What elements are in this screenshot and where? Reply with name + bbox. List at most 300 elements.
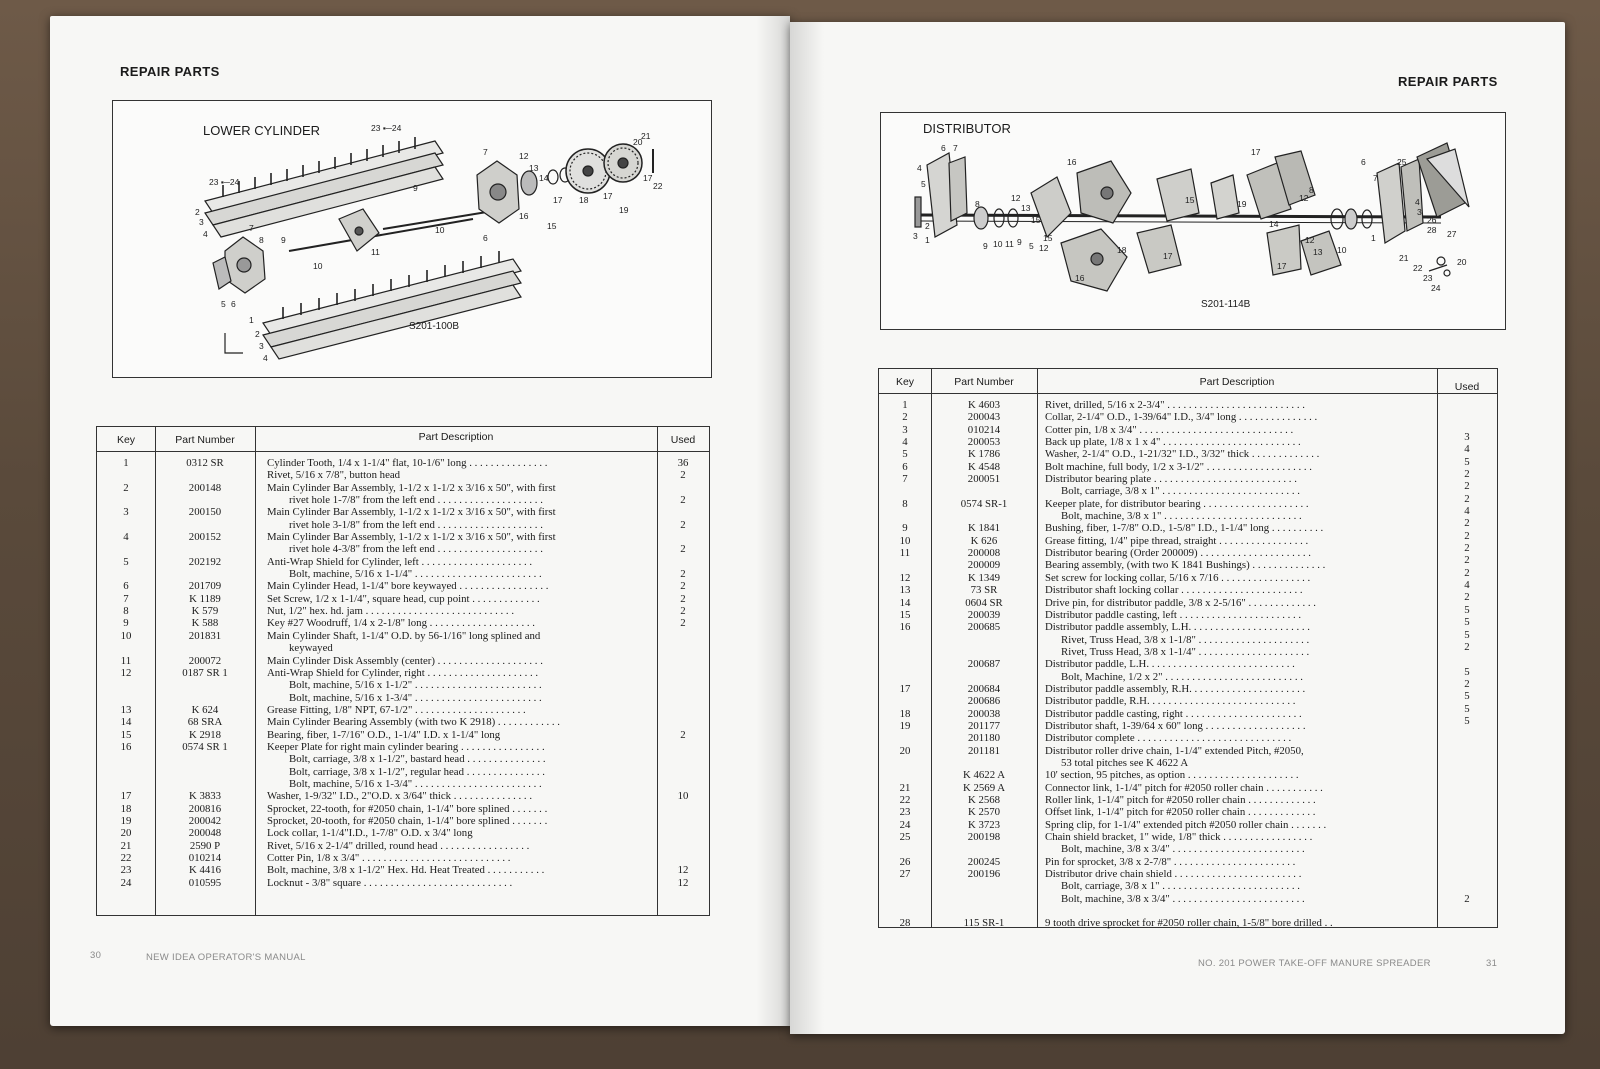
table-row xyxy=(879,843,1497,855)
row-key: 20 xyxy=(899,744,911,757)
used-value: 4 xyxy=(1464,443,1470,456)
row-description: Roller link, 1-1/4" pitch for #2050 roller chain . . . . . . . . . . . . . xyxy=(1045,794,1316,806)
row-description: Bolt, machine, 3/8 x 3/4" . . . . . . . . . . . . . . . . . . . . . . . . . xyxy=(1061,892,1305,905)
table-row xyxy=(879,708,1497,720)
row-key: 20 xyxy=(120,827,132,840)
svg-text:28: 28 xyxy=(1427,225,1437,235)
row-key xyxy=(97,766,155,778)
row-used xyxy=(657,655,709,667)
row-key: 27 xyxy=(899,868,911,881)
row-description: Distributor complete . . . . . . . . . . . . . . . . . . . . . . . . . . . . . xyxy=(1045,732,1292,745)
svg-text:16: 16 xyxy=(1075,273,1085,283)
row-part-number: K 1786 xyxy=(967,448,1001,461)
svg-text:6: 6 xyxy=(483,233,488,243)
row-part-number xyxy=(155,568,255,580)
row-part-number: K 626 xyxy=(970,534,998,547)
distributor-diagram xyxy=(881,113,1505,329)
row-key: 10 xyxy=(899,534,911,547)
svg-text:13: 13 xyxy=(529,163,539,173)
row-used xyxy=(657,482,709,494)
row-description: Lock collar, 1-1/4"I.D., 1-7/8" O.D. x 3/4" long xyxy=(267,827,473,840)
footer-title: NO. 201 POWER TAKE-OFF MANURE SPREADER xyxy=(1198,958,1431,969)
row-description: Main Cylinder Head, 1-1/4" bore keywayed . . . . . . . . . . . . . . . . . xyxy=(267,580,549,593)
row-description: Main Cylinder Bearing Assembly (with two K 2918) . . . . . . . . . . . . xyxy=(267,716,560,729)
row-key: 17 xyxy=(899,682,911,695)
svg-text:6: 6 xyxy=(231,299,236,309)
svg-text:24: 24 xyxy=(1431,283,1441,293)
table-row xyxy=(97,667,709,679)
row-key: 10 xyxy=(120,629,132,642)
row-description: Distributor paddle, R.H. . . . . . . . . . . . . . . . . . . . . . . . . . . . xyxy=(1045,695,1296,708)
row-part-number: K 588 xyxy=(191,617,219,630)
row-part-number: 200053 xyxy=(967,436,1001,449)
table-row xyxy=(879,745,1497,757)
distributor-figure xyxy=(880,112,1506,330)
row-part-number: K 1189 xyxy=(189,592,221,605)
footer-title: NEW IDEA OPERATOR'S MANUAL xyxy=(146,952,306,963)
row-used: 2 xyxy=(680,543,686,556)
row-description: Keeper Plate for right main cylinder bearing . . . . . . . . . . . . . . . . xyxy=(267,740,545,753)
row-used: 12 xyxy=(677,876,689,889)
row-part-number: 0574 SR 1 xyxy=(182,740,228,753)
row-description: Rivet, drilled, 5/16 x 2-3/4" . . . . . . . . . . . . . . . . . . . . . . . . . . xyxy=(1045,399,1305,411)
svg-text:3: 3 xyxy=(199,217,204,227)
row-key xyxy=(879,658,931,670)
row-description: Rivet, 5/16 x 2-1/4" drilled, round head . . . . . . . . . . . . . . . . . xyxy=(267,839,530,852)
table-row xyxy=(879,572,1497,584)
table-row xyxy=(97,469,709,481)
row-used xyxy=(657,803,709,815)
figure-title: LOWER CYLINDER xyxy=(203,123,321,138)
row-description: Drive pin, for distributor paddle, 3/8 x 2-5/16" . . . . . . . . . . . . . xyxy=(1045,596,1316,609)
row-part-number: 200684 xyxy=(967,682,1001,695)
row-description: Distributor roller drive chain, 1-1/4" extended Pitch, #2050, xyxy=(1045,744,1304,757)
row-key: 24 xyxy=(120,876,132,889)
svg-text:15: 15 xyxy=(1031,215,1041,225)
row-description: 10' section, 95 pitches, as option . . . . . . . . . . . . . . . . . . . . . xyxy=(1045,769,1299,782)
row-key: 15 xyxy=(899,608,911,621)
row-part-number: K 4416 xyxy=(188,864,222,877)
used-extra: 2 xyxy=(1464,893,1470,905)
row-part-number: 0312 SR xyxy=(186,457,224,469)
row-used xyxy=(657,630,709,642)
row-description: Main Cylinder Bar Assembly, 1-1/2 x 1-1/2 x 3/16 x 50", with first xyxy=(267,531,556,544)
row-key: 5 xyxy=(902,448,908,461)
svg-text:20: 20 xyxy=(1457,257,1467,267)
table-row xyxy=(879,522,1497,534)
svg-text:12: 12 xyxy=(519,151,529,161)
svg-text:6: 6 xyxy=(941,143,946,153)
svg-text:8: 8 xyxy=(259,235,264,245)
table-row xyxy=(97,593,709,605)
table-row xyxy=(879,448,1497,460)
svg-text:9: 9 xyxy=(281,235,286,245)
row-part-number: K 4548 xyxy=(967,460,1001,473)
row-used xyxy=(657,741,709,753)
lower-cylinder-diagram xyxy=(113,101,711,377)
table-row xyxy=(879,794,1497,806)
footer-page-number: 30 xyxy=(90,950,102,961)
svg-text:14: 14 xyxy=(539,173,549,183)
row-key: 5 xyxy=(123,555,129,568)
row-key xyxy=(879,646,931,658)
used-value: 5 xyxy=(1464,455,1470,468)
row-description: Main Cylinder Disk Assembly (center) . . . . . . . . . . . . . . . . . . . . xyxy=(267,654,543,667)
row-part-number: 200152 xyxy=(188,531,222,544)
row-description: Distributor paddle casting, left . . . . . . . . . . . . . . . . . . . . . . . xyxy=(1045,608,1302,621)
row-description: Sprocket, 20-tooth, for #2050 chain, 1-1/4" bore splined . . . . . . . xyxy=(267,814,548,827)
svg-text:23 ▪─24: 23 ▪─24 xyxy=(209,177,240,187)
row-description: Set screw for locking collar, 5/16 x 7/16 . . . . . . . . . . . . . . . . . xyxy=(1045,571,1311,584)
row-key: 8 xyxy=(902,497,908,510)
row-part-number: 202192 xyxy=(188,555,222,568)
table-row xyxy=(879,732,1497,744)
row-used: 2 xyxy=(680,518,686,531)
row-key xyxy=(879,905,931,917)
row-part-number: K 2569 A xyxy=(963,781,1005,794)
row-part-number: 200072 xyxy=(188,654,222,667)
row-description: Pin for sprocket, 3/8 x 2-7/8" . . . . . . . . . . . . . . . . . . . . . . . xyxy=(1045,855,1296,868)
row-key: 11 xyxy=(899,547,911,560)
row-key: 19 xyxy=(899,719,911,732)
used-column xyxy=(1437,431,1497,727)
row-key: 6 xyxy=(902,460,908,473)
row-part-number xyxy=(931,905,1037,917)
row-part-number xyxy=(155,753,255,765)
table-row xyxy=(879,597,1497,609)
page-header: REPAIR PARTS xyxy=(120,64,220,79)
row-key: 1 xyxy=(902,399,908,411)
table-row xyxy=(879,621,1497,633)
svg-text:10: 10 xyxy=(1337,245,1347,255)
table-row xyxy=(97,704,709,716)
page-header: REPAIR PARTS xyxy=(1398,74,1498,89)
row-description: Bolt, carriage, 3/8 x 1" . . . . . . . . . . . . . . . . . . . . . . . . . . xyxy=(1061,880,1300,893)
table-row xyxy=(879,634,1497,646)
svg-text:1: 1 xyxy=(925,235,930,245)
row-description: Cylinder Tooth, 1/4 x 1-1/4" flat, 10-1/6" long . . . . . . . . . . . . . . . xyxy=(267,457,548,469)
used-value: 5 xyxy=(1464,603,1470,616)
row-key: 26 xyxy=(899,855,911,868)
row-description: Distributor shaft, 1-39/64 x 60" long . . . . . . . . . . . . . . . . . . . xyxy=(1045,719,1306,732)
row-description: Distributor paddle assembly, L.H. . . . . . . . . . . . . . . . . . . . . . . xyxy=(1045,621,1310,634)
table-row xyxy=(97,766,709,778)
svg-text:10: 10 xyxy=(435,225,445,235)
row-key xyxy=(879,634,931,646)
table-row xyxy=(879,893,1497,905)
row-part-number xyxy=(931,646,1037,658)
row-description: Anti-Wrap Shield for Cylinder, left . . . . . . . . . . . . . . . . . . . . . xyxy=(267,555,533,568)
row-part-number xyxy=(931,757,1037,769)
row-used xyxy=(657,716,709,728)
svg-text:13: 13 xyxy=(1021,203,1031,213)
row-key: 22 xyxy=(120,852,132,864)
table-row xyxy=(879,436,1497,448)
row-used: 2 xyxy=(680,494,686,507)
row-key: 14 xyxy=(120,716,132,729)
header-part-description: Part Description xyxy=(1199,376,1275,388)
row-part-number xyxy=(155,766,255,778)
row-part-number: 200038 xyxy=(967,707,1001,720)
row-part-number: 200008 xyxy=(967,547,1001,560)
used-value: 2 xyxy=(1464,480,1470,493)
row-key: 4 xyxy=(123,531,129,544)
row-part-number: 200685 xyxy=(967,621,1001,634)
used-value: 2 xyxy=(1464,677,1470,690)
row-key xyxy=(879,485,931,497)
svg-text:27: 27 xyxy=(1447,229,1457,239)
row-part-number xyxy=(155,679,255,691)
row-description: Locknut - 3/8" square . . . . . . . . . . . . . . . . . . . . . . . . . . . . xyxy=(267,876,513,889)
header-used: Used xyxy=(670,434,696,446)
row-used: 2 xyxy=(680,728,686,741)
svg-text:9: 9 xyxy=(983,241,988,251)
table-row xyxy=(97,494,709,506)
row-used xyxy=(657,766,709,778)
row-part-number: 010214 xyxy=(188,852,222,864)
table-row xyxy=(97,716,709,728)
row-part-number xyxy=(155,543,255,555)
svg-text:5: 5 xyxy=(921,179,926,189)
row-used xyxy=(657,778,709,790)
header-part-number: Part Number xyxy=(954,376,1014,388)
row-description: Cotter Pin, 1/8 x 3/4" . . . . . . . . . . . . . . . . . . . . . . . . . . . . xyxy=(267,852,511,864)
row-description: Bolt, machine, 5/16 x 1-3/4" . . . . . . . . . . . . . . . . . . . . . . . . xyxy=(289,777,542,790)
table-row xyxy=(879,683,1497,695)
row-description: Chain shield bracket, 1" wide, 1/8" thick . . . . . . . . . . . . . . . . . xyxy=(1045,831,1313,844)
table-row xyxy=(97,692,709,704)
row-part-number: 201709 xyxy=(188,580,222,593)
left-table-rows xyxy=(97,457,709,889)
svg-text:5: 5 xyxy=(221,299,226,309)
svg-text:25: 25 xyxy=(1397,157,1407,167)
svg-text:17: 17 xyxy=(643,173,653,183)
row-key xyxy=(879,893,931,905)
table-row xyxy=(97,729,709,741)
svg-text:5: 5 xyxy=(1029,241,1034,251)
row-key: 2 xyxy=(123,481,129,494)
table-row xyxy=(97,852,709,864)
table-row xyxy=(879,510,1497,522)
used-value: 2 xyxy=(1464,591,1470,604)
table-row xyxy=(879,461,1497,473)
used-value: 5 xyxy=(1464,665,1470,678)
row-description: rivet hole 3-1/8" from the left end . . . . . . . . . . . . . . . . . . . . xyxy=(289,518,543,531)
svg-text:22: 22 xyxy=(1413,263,1423,273)
row-description: Distributor shaft locking collar . . . . . . . . . . . . . . . . . . . . . . . xyxy=(1045,584,1303,597)
row-part-number: K 2918 xyxy=(188,728,222,741)
row-part-number: 200686 xyxy=(967,695,1001,708)
row-key: 21 xyxy=(120,839,132,852)
row-key xyxy=(879,880,931,892)
row-part-number: K 4603 xyxy=(967,399,1001,411)
row-key: 11 xyxy=(120,654,132,667)
table-row xyxy=(879,880,1497,892)
row-used xyxy=(657,679,709,691)
row-description: Bolt, carriage, 3/8 x 1-1/2", bastard head . . . . . . . . . . . . . . . xyxy=(289,753,546,766)
header-key: Key xyxy=(116,434,136,446)
svg-text:12: 12 xyxy=(1039,243,1049,253)
row-used: 12 xyxy=(677,864,689,877)
svg-text:26: 26 xyxy=(1427,215,1437,225)
row-used: 36 xyxy=(677,457,689,469)
row-description: Bolt, Machine, 1/2 x 2" . . . . . . . . . . . . . . . . . . . . . . . . . . xyxy=(1061,670,1303,683)
row-used: 2 xyxy=(680,617,686,630)
row-key: 13 xyxy=(899,584,911,597)
table-row xyxy=(879,769,1497,781)
row-description: Nut, 1/2" hex. hd. jam . . . . . . . . . . . . . . . . . . . . . . . . . . . . xyxy=(267,605,515,618)
row-part-number: 200051 xyxy=(967,473,1001,486)
svg-text:7: 7 xyxy=(953,143,958,153)
row-part-number: 0574 SR-1 xyxy=(960,497,1008,510)
svg-text:11: 11 xyxy=(371,247,380,257)
row-key xyxy=(879,757,931,769)
row-key: 13 xyxy=(120,703,132,716)
row-part-number xyxy=(155,494,255,506)
row-description: Bolt, machine, 3/8 x 3/4" . . . . . . . . . . . . . . . . . . . . . . . . . xyxy=(1061,843,1305,856)
row-used xyxy=(657,692,709,704)
row-used: 2 xyxy=(680,469,686,482)
svg-text:21: 21 xyxy=(1399,253,1409,263)
row-description: Rivet, Truss Head, 3/8 x 1-1/8" . . . . . . . . . . . . . . . . . . . . . xyxy=(1061,633,1310,646)
row-key xyxy=(879,559,931,571)
row-part-number: 200150 xyxy=(188,506,222,519)
row-part-number: K 3723 xyxy=(967,818,1001,831)
table-row xyxy=(97,457,709,469)
row-part-number: K 4622 A xyxy=(963,769,1005,782)
row-description: Main Cylinder Bar Assembly, 1-1/2 x 1-1/2 x 3/16 x 50", with first xyxy=(267,506,556,519)
svg-text:23: 23 xyxy=(1423,273,1433,283)
svg-text:7: 7 xyxy=(1373,173,1378,183)
row-description: Anti-Wrap Shield for Cylinder, right . . . . . . . . . . . . . . . . . . . . . xyxy=(267,666,539,679)
row-key: 15 xyxy=(120,728,132,741)
svg-text:10: 10 xyxy=(993,239,1003,249)
row-description: Grease fitting, 1/4" pipe thread, straight . . . . . . . . . . . . . . . . . xyxy=(1045,534,1309,547)
row-used xyxy=(657,642,709,654)
table-row xyxy=(97,655,709,667)
row-description: Main Cylinder Shaft, 1-1/4" O.D. by 56-1/16" long splined and xyxy=(267,629,541,642)
used-value: 2 xyxy=(1464,529,1470,542)
row-part-number: 68 SRA xyxy=(187,716,223,729)
svg-text:15: 15 xyxy=(1185,195,1195,205)
table-row xyxy=(97,642,709,654)
row-key xyxy=(879,732,931,744)
row-part-number xyxy=(931,893,1037,905)
header-part-description: Part Description xyxy=(418,431,494,443)
used-value: 2 xyxy=(1464,468,1470,481)
row-key: 7 xyxy=(902,473,908,486)
row-used xyxy=(657,556,709,568)
row-part-number: 201181 xyxy=(968,744,1000,757)
row-key: 1 xyxy=(123,457,129,469)
row-description: Key #27 Woodruff, 1/4 x 2-1/8" long . . . . . . . . . . . . . . . . . . . . xyxy=(267,617,535,630)
svg-text:7: 7 xyxy=(483,147,488,157)
row-part-number xyxy=(931,671,1037,683)
row-key xyxy=(97,469,155,481)
figure-title: DISTRIBUTOR xyxy=(923,121,1011,136)
used-value: 5 xyxy=(1464,702,1470,715)
row-key xyxy=(97,568,155,580)
svg-text:8: 8 xyxy=(975,199,980,209)
table-row xyxy=(97,580,709,592)
svg-text:2: 2 xyxy=(925,221,930,231)
svg-text:6: 6 xyxy=(1361,157,1366,167)
lower-cylinder-figure xyxy=(112,100,712,378)
row-key: 12 xyxy=(899,571,911,584)
row-part-number xyxy=(931,485,1037,497)
row-description: Distributor paddle casting, right . . . . . . . . . . . . . . . . . . . . . . xyxy=(1045,707,1302,720)
right-page xyxy=(790,22,1565,1034)
svg-text:19: 19 xyxy=(619,205,629,215)
row-key xyxy=(97,543,155,555)
row-description: Washer, 1-9/32" I.D., 2"O.D. x 3/64" thick . . . . . . . . . . . . . . . xyxy=(267,790,533,803)
svg-text:2: 2 xyxy=(255,329,260,339)
table-row xyxy=(97,803,709,815)
svg-text:3: 3 xyxy=(259,341,264,351)
row-key: 8 xyxy=(123,605,129,618)
row-part-number: K 1349 xyxy=(967,571,1001,584)
row-description: Connector link, 1-1/4" pitch for #2050 roller chain . . . . . . . . . . . xyxy=(1045,781,1323,794)
row-key: 18 xyxy=(120,802,132,815)
row-description: Bolt, machine, 3/8 x 1-1/2" Hex. Hd. Heat Treated . . . . . . . . . . . xyxy=(267,864,545,877)
row-key: 21 xyxy=(899,781,911,794)
row-key: 12 xyxy=(120,666,132,679)
row-used xyxy=(657,506,709,518)
row-used xyxy=(657,531,709,543)
table-row xyxy=(97,741,709,753)
row-description: rivet hole 1-7/8" from the left end . . . . . . . . . . . . . . . . . . . . xyxy=(289,494,543,507)
table-row xyxy=(97,864,709,876)
row-part-number: 200148 xyxy=(188,481,222,494)
table-row xyxy=(97,778,709,790)
row-key xyxy=(879,695,931,707)
table-row xyxy=(97,679,709,691)
used-value: 5 xyxy=(1464,690,1470,703)
table-row xyxy=(97,815,709,827)
row-key: 17 xyxy=(120,790,132,803)
row-part-number xyxy=(931,634,1037,646)
row-part-number xyxy=(155,469,255,481)
row-description: 53 total pitches see K 4622 A xyxy=(1061,756,1189,769)
row-key: 2 xyxy=(902,411,908,424)
row-part-number: 200043 xyxy=(967,411,1001,424)
svg-text:12: 12 xyxy=(1011,193,1021,203)
row-description: Bolt, carriage, 3/8 x 1" . . . . . . . . . . . . . . . . . . . . . . . . . . xyxy=(1061,485,1300,498)
row-description: Bolt machine, full body, 1/2 x 3-1/2" . . . . . . . . . . . . . . . . . . . . xyxy=(1045,460,1313,473)
svg-text:21: 21 xyxy=(641,131,651,141)
row-part-number: 200245 xyxy=(967,855,1001,868)
row-description: keywayed xyxy=(289,642,333,655)
used-value: 5 xyxy=(1464,628,1470,641)
used-value: 2 xyxy=(1464,640,1470,653)
table-row xyxy=(879,559,1497,571)
row-description: Bearing assembly, (with two K 1841 Bushings) . . . . . . . . . . . . . . xyxy=(1045,559,1326,572)
svg-text:9: 9 xyxy=(413,183,418,193)
row-description: Distributor drive chain shield . . . . . . . . . . . . . . . . . . . . . . . . xyxy=(1045,868,1302,881)
header-used: Used xyxy=(1454,381,1480,393)
table-row xyxy=(879,856,1497,868)
svg-text:4: 4 xyxy=(1415,197,1420,207)
row-part-number: 0604 SR xyxy=(965,596,1003,609)
header-part-number: Part Number xyxy=(175,434,235,446)
row-part-number xyxy=(155,778,255,790)
svg-text:23 ▪─24: 23 ▪─24 xyxy=(371,123,402,133)
row-key: 23 xyxy=(899,806,911,819)
row-description: Distributor paddle assembly, R.H. . . . . . . . . . . . . . . . . . . . . . xyxy=(1045,682,1306,695)
row-key: 3 xyxy=(902,423,908,436)
table-row xyxy=(879,498,1497,510)
row-key xyxy=(97,679,155,691)
